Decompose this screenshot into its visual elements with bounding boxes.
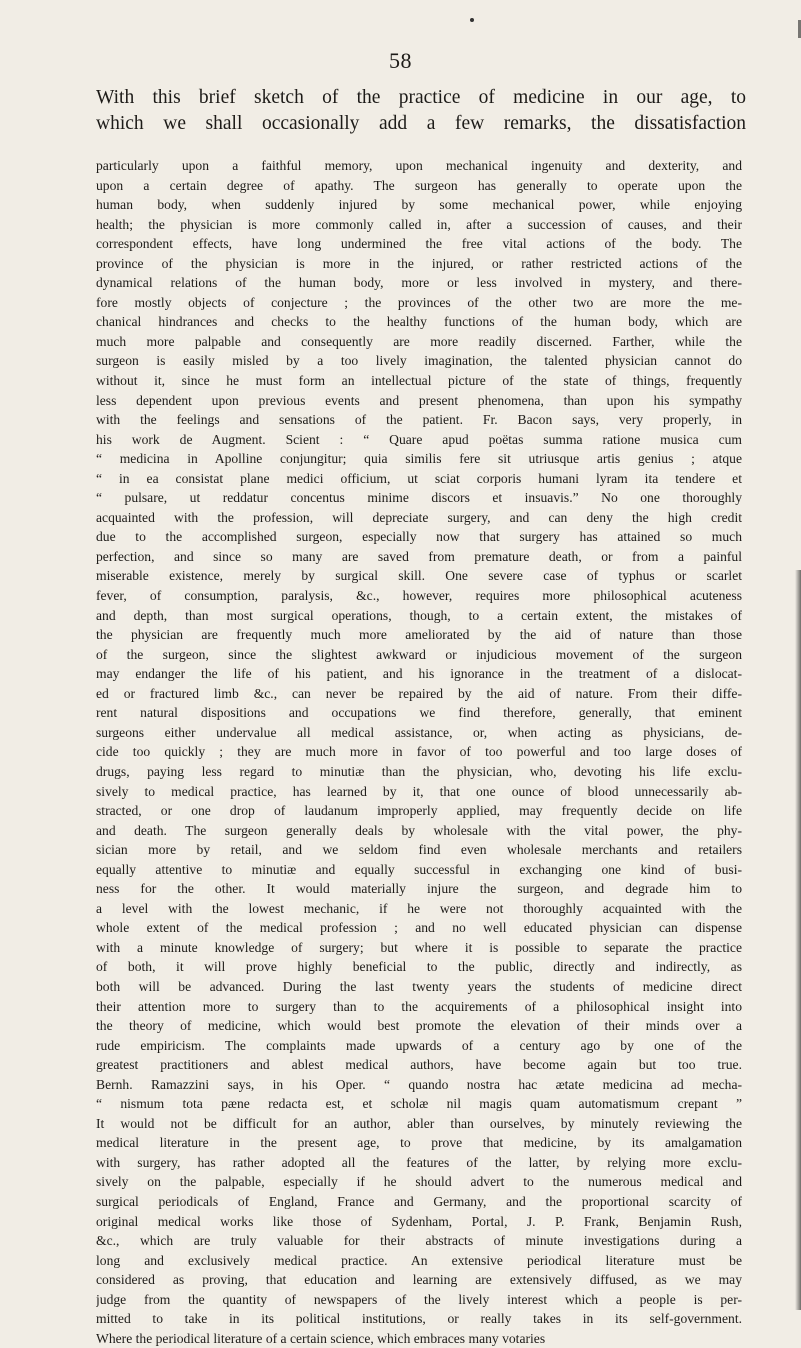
text-line: their attention more to surgery than to the acquirements of a philosophical insight into — [96, 998, 742, 1014]
text-line: without it, since he must form an intellectual picture of the state of things, frequently — [96, 373, 742, 389]
text-line: “ medicina in Apolline conjungitur; quia similis fere sit utriusque artis genius ; atque — [96, 451, 742, 467]
text-line: of both, it will prove highly beneficial to the public, directly and indirectly, as — [96, 959, 742, 975]
text-line: health; the physician is more commonly called in, after a succession of causes, and their — [96, 216, 742, 232]
text-line: surgical periodicals of England, France and Germany, and the proportional scarcity of — [96, 1193, 742, 1209]
text-line: chanical hindrances and checks to the healthy functions of the human body, which are — [96, 314, 742, 330]
text-line: the theory of medicine, which would best promote the elevation of their minds over a — [96, 1018, 742, 1034]
text-line: drugs, paying less regard to minutiæ than the physician, who, devoting his life exclu- — [96, 763, 742, 779]
text-line: greatest practitioners and ablest medical authors, have become again but too true. — [96, 1057, 742, 1073]
text-line: his work de Augment. Scient : “ Quare apud poëtas summa ratione musica cum — [96, 431, 742, 447]
text-line: much more palpable and consequently are more readily discerned. Farther, while the — [96, 333, 742, 349]
text-line: fore mostly objects of conjecture ; the provinces of the other two are more the me- — [96, 294, 742, 310]
text-line: less dependent upon previous events and present phenomena, than upon his sympathy — [96, 392, 742, 408]
text-line: acquainted with the profession, will depreciate surgery, and can deny the high credit — [96, 509, 742, 525]
text-line: judge from the quantity of newspapers of the lively interest which a people is per- — [96, 1291, 742, 1307]
text-line: both will be advanced. During the last twenty years the students of medicine direct — [96, 978, 742, 994]
text-line: surgeons either undervalue all medical assistance, or, when acting as physicians, de- — [96, 724, 742, 740]
lead-line: With this brief sketch of the practice of medicine in our age, to — [96, 87, 746, 108]
text-line: particularly upon a faithful memory, upon mechanical ingenuity and dexterity, and — [96, 158, 742, 173]
text-line: mitted to take in its political institutions, or really takes in its self-government. — [96, 1311, 742, 1327]
page-number: 58 — [389, 48, 412, 73]
text-line: It would not be difficult for an author, abler than ourselves, by minutely reviewing the — [96, 1115, 742, 1131]
text-line: of the surgeon, since the slightest awkward or injudicious movement of the surgeon — [96, 646, 742, 662]
text-line: dynamical relations of the human body, more or less involved in mystery, and there- — [96, 275, 742, 291]
text-line: fever, of consumption, paralysis, &c., however, requires more philosophical acuteness — [96, 588, 742, 604]
text-line: upon a certain degree of apathy. The surgeon has generally to operate upon the — [96, 177, 742, 193]
text-line: rude empiricism. The complaints made upwards of a century ago by one of the — [96, 1037, 742, 1053]
text-line: sively to medical practice, has learned by it, that one ounce of blood unnecessarily ab- — [96, 783, 742, 799]
text-line: original medical works like those of Sydenham, Portal, J. P. Frank, Benjamin Rush, — [96, 1213, 742, 1229]
body-paragraph — [96, 156, 742, 1348]
text-line: “ pulsare, ut reddatur concentus minime discors et insuavis.” No one thoroughly — [96, 490, 742, 506]
text-line: ness for the other. It would materially injure the surgeon, and degrade him to — [96, 881, 742, 897]
text-line: due to the accomplished surgeon, especially now that surgery has attained so much — [96, 529, 742, 545]
text-line: long and exclusively medical practice. An extensive periodical literature must be — [96, 1252, 742, 1268]
lead-paragraph — [96, 85, 746, 137]
text-line: may endanger the life of his patient, and his ignorance in the treatment of a dislocat- — [96, 666, 742, 682]
text-line: Where the periodical literature of a certain science, which embraces many votaries — [96, 1330, 546, 1346]
page-edge-shadow — [795, 570, 801, 1310]
text-line: cide too quickly ; they are much more in favor of too powerful and too large doses of — [96, 744, 742, 760]
text-line: “ nismum tota pæne redacta est, et scholæ nil magis quam automatismum crepant ” — [96, 1096, 742, 1112]
text-line: surgeon is easily misled by a too lively imagination, the talented physician cannot do — [96, 353, 742, 369]
text-line: the physician are frequently much more ameliorated by the aid of nature than those — [96, 627, 742, 643]
text-line: stracted, or one drop of laudanum improperly applied, may frequently decide on life — [96, 803, 742, 819]
text-line: Bernh. Ramazzini says, in his Oper. “ quando nostra hac ætate medicina ad mecha- — [96, 1076, 742, 1092]
text-line: with the feelings and sensations of the patient. Fr. Bacon says, very properly, in — [96, 412, 742, 428]
text-line: with surgery, has rather adopted all the features of the latter, by relying more exclu- — [96, 1154, 742, 1170]
text-line: rent natural dispositions and occupations we find therefore, generally, that eminent — [96, 705, 742, 721]
text-line: whole extent of the medical profession ; and no well educated physician can dispense — [96, 920, 742, 936]
text-line: province of the physician is more in the injured, or rather restricted actions of the — [96, 255, 742, 271]
text-line: considered as proving, that education and learning are extensively diffused, as we may — [96, 1272, 742, 1288]
text-line: ed or fractured limb &c., can never be repaired by the aid of nature. From their diffe- — [96, 685, 742, 701]
text-line: and death. The surgeon generally deals by wholesale with the vital power, the phy- — [96, 822, 742, 838]
text-line: sician more by retail, and we seldom find even wholesale merchants and retailers — [96, 842, 742, 858]
text-line: sively on the palpable, especially if he should advert to the numerous medical and — [96, 1174, 742, 1190]
text-line: perfection, and since so many are saved from premature death, or from a painful — [96, 548, 742, 564]
text-line: equally attentive to minutiæ and equally successful in exchanging one kind of busi- — [96, 861, 742, 877]
text-line: “ in ea consistat plane medici officium, ut sciat corporis humani lyram ita tendere et — [96, 470, 742, 486]
text-line: human body, when suddenly injured by some mechanical power, while enjoying — [96, 197, 742, 213]
text-line: and depth, than most surgical operations, though, to a certain extent, the mistakes of — [96, 607, 742, 623]
ink-speck — [470, 18, 474, 22]
text-line: &c., which are truly valuable for their abstracts of minute investigations during a — [96, 1233, 742, 1249]
text-line: with a minute knowledge of surgery; but where it is possible to separate the practice — [96, 939, 742, 955]
text-line: medical literature in the present age, to prove that medicine, by its amalgamation — [96, 1135, 742, 1151]
lead-line: which we shall occasionally add a few remarks, the dissatisfaction — [96, 113, 746, 134]
text-line: a level with the lowest mechanic, if he were not thoroughly acquainted with the — [96, 900, 742, 916]
text-line: miserable existence, merely by surgical skill. One severe case of typhus or scarlet — [96, 568, 742, 584]
text-line: correspondent effects, have long undermined the free vital actions of the body. The — [96, 236, 742, 252]
